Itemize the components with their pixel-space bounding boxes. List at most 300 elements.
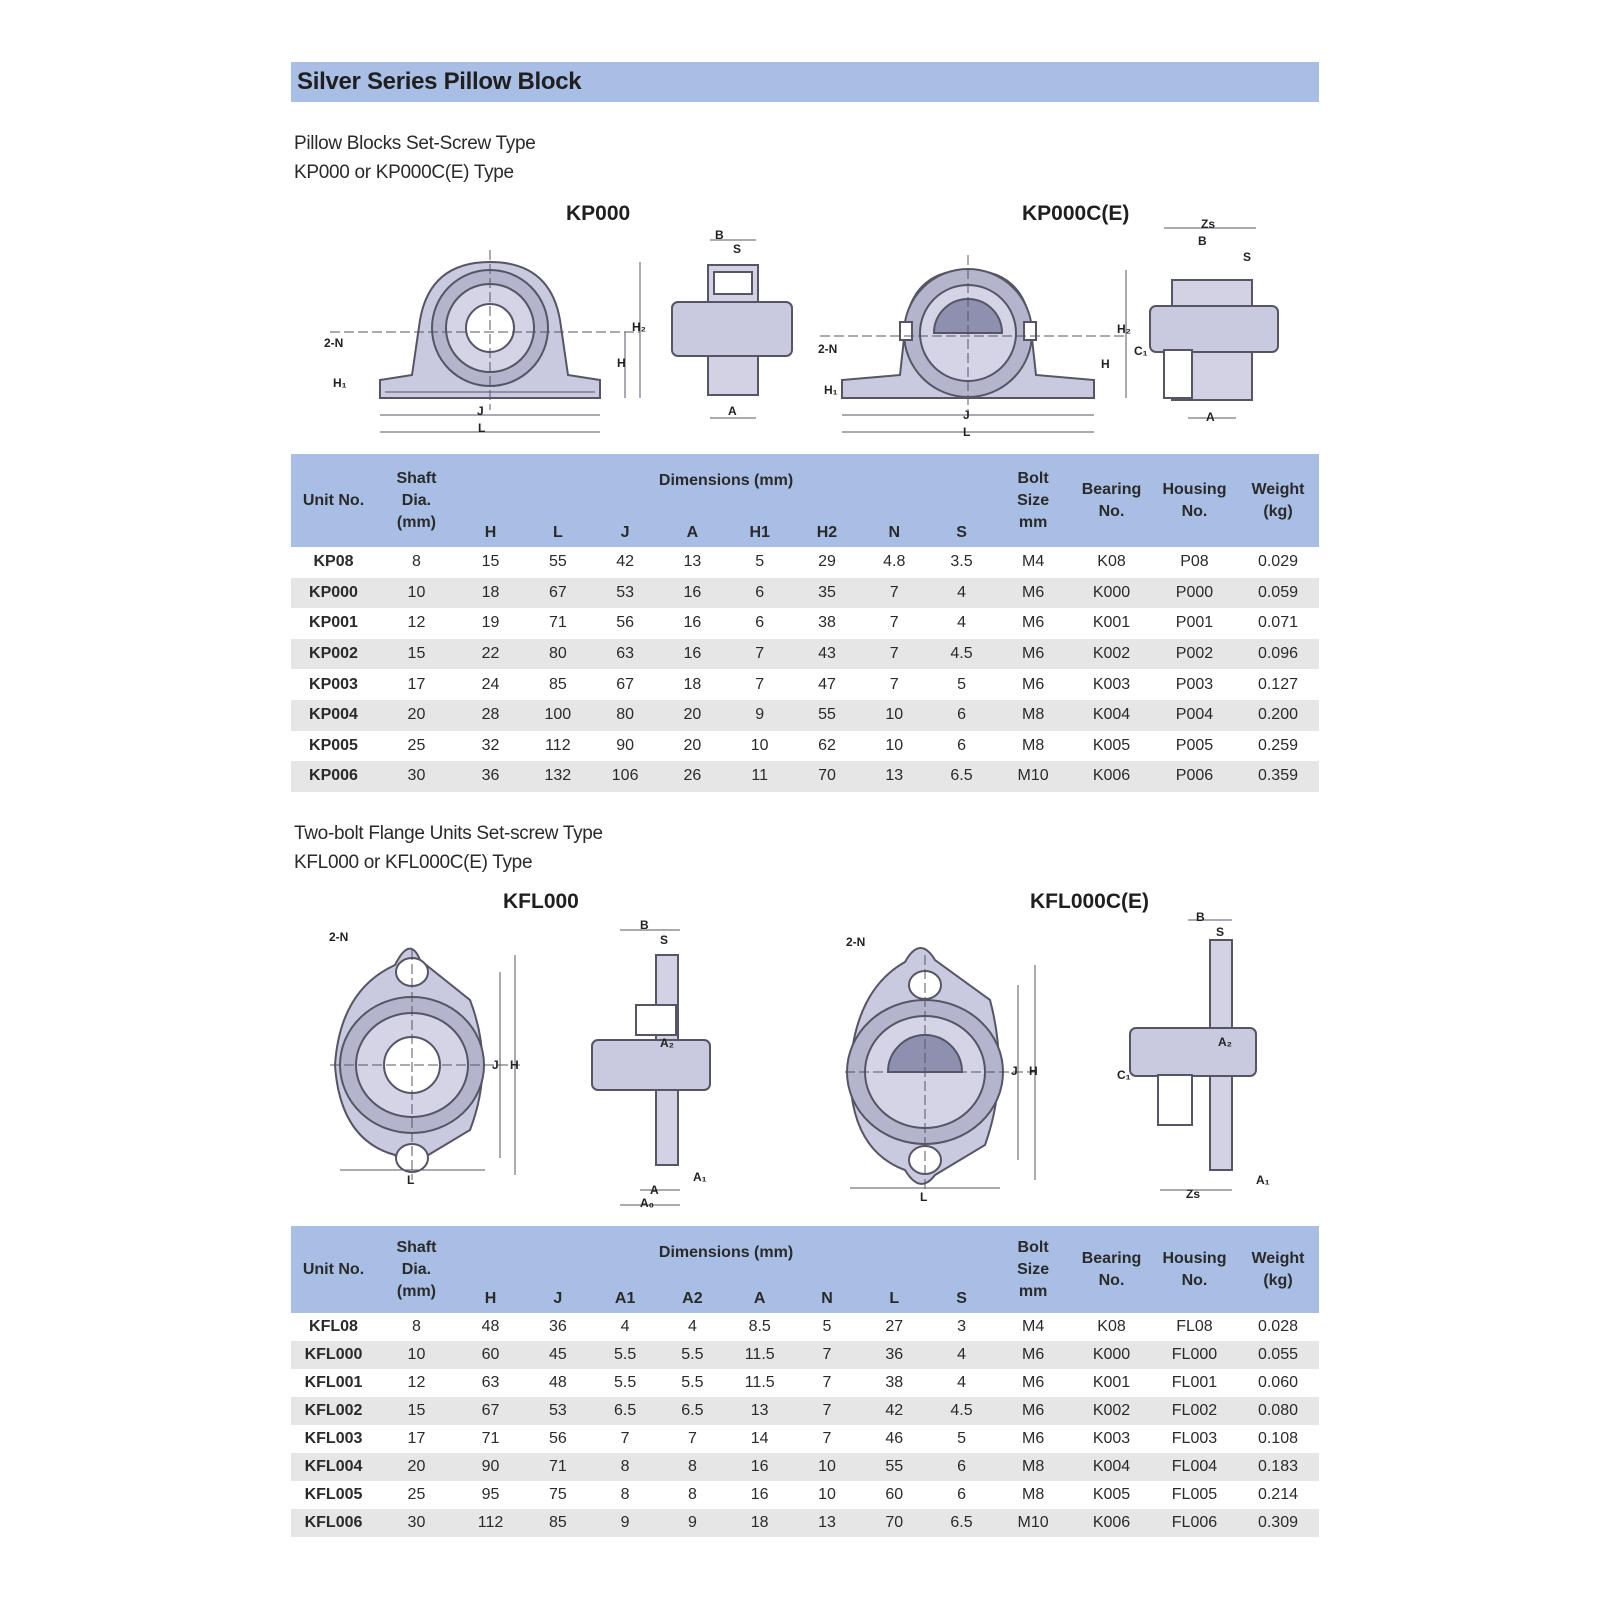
table-cell: 6 [755,583,765,601]
kfl000-dim-l: L [407,1173,415,1187]
table-cell: 16 [683,645,702,663]
table-cell: FL002 [1171,1402,1218,1419]
kfl000-dim-b: B [640,918,649,932]
col-dim-s: S [956,524,967,541]
table-cell: 12 [407,614,426,632]
table-cell: 53 [548,1402,567,1419]
unit-no-cell: KP001 [309,614,358,632]
table-cell: 0.029 [1257,553,1298,571]
kfl000ce-dim-j: J [1011,1064,1018,1078]
table-cell: 5 [755,553,765,571]
table-cell: 0.028 [1257,1318,1298,1335]
kp000ce-dim-n: 2-N [818,342,838,356]
table-cell: FL08 [1176,1318,1213,1335]
table-cell: P002 [1175,645,1214,663]
table-cell: 15 [407,1402,426,1419]
table-cell: 16 [683,614,702,632]
table-cell: M6 [1021,645,1045,663]
table-cell: 5.5 [681,1374,704,1391]
table-cell: 10 [818,1458,836,1475]
kfl000ce-front-view [845,948,1040,1190]
table-cell: M10 [1017,767,1049,785]
kp000ce-dim-zs: Zs [1201,217,1216,231]
table-cell: 4 [687,1318,697,1335]
kfl000ce-side-view [1130,920,1256,1190]
table-cell: 90 [616,736,635,754]
table-cell: 32 [481,736,500,754]
unit-no-cell: KP000 [309,583,358,601]
table-cell: 4 [957,614,966,632]
col-dimensions: Dimensions (mm) [658,472,794,489]
table-cell: 24 [481,675,500,693]
table-cell: 7 [822,1402,832,1419]
table-cell: 17 [407,1430,426,1447]
table-row [291,1453,1319,1481]
table-cell: 8 [620,1458,630,1475]
unit-no-cell: KP003 [309,675,358,693]
table-cell: 6 [957,1486,966,1503]
table-cell: 0.071 [1257,614,1298,632]
table-cell: 30 [407,767,426,785]
table-cell: K002 [1092,1402,1131,1419]
table-cell: M6 [1021,614,1045,632]
col-weight: Weight (kg) [1251,480,1305,520]
table-cell: 42 [885,1402,904,1419]
unit-no-cell: KP08 [313,553,354,571]
table-cell: 29 [818,553,836,571]
table-cell: 6 [957,736,966,754]
table-cell: 36 [481,767,500,785]
table-cell: 13 [750,1402,769,1419]
table-cell: 27 [885,1318,904,1335]
table-cell: 63 [481,1374,500,1391]
kfl000-dim-s: S [660,933,669,947]
table-cell: 18 [481,583,500,601]
table-cell: 20 [683,736,702,754]
kfl000ce-dim-a1: A₁ [1256,1173,1270,1187]
unit-no-cell: KFL08 [309,1318,358,1335]
kp000-dim-s: S [733,242,742,256]
col-dim-a1: A1 [614,1290,636,1307]
table-cell: FL003 [1171,1430,1218,1447]
table-cell: 45 [548,1346,567,1363]
table-cell: 0.359 [1257,767,1298,785]
table-cell: FL001 [1171,1374,1218,1391]
table-cell: 67 [616,675,635,693]
table-row [291,1341,1319,1369]
table-cell: 48 [548,1374,567,1391]
kfl-dimensions-table [291,1226,1319,1537]
col-dim-a2: A2 [682,1290,703,1307]
table-cell: 38 [885,1374,904,1391]
table-cell: M8 [1021,1458,1045,1475]
kp000ce-dim-h: H [1101,357,1110,371]
table-cell: 85 [548,1514,567,1531]
table-cell: 8 [412,1318,421,1335]
table-cell: 16 [683,583,702,601]
table-cell: 8 [687,1486,697,1503]
col-dim-j: J [553,1290,563,1307]
col-dim-h1: H1 [749,524,770,541]
table-cell: 132 [544,767,572,785]
kp000-dim-h2: H₂ [632,320,646,334]
table-cell: 9 [687,1514,697,1531]
table-cell: 85 [548,675,567,693]
table-cell: 0.059 [1257,583,1298,601]
table-cell: 20 [407,1458,426,1475]
table-cell: 80 [616,706,635,724]
unit-no-cell: KFL001 [304,1374,363,1391]
table-cell: 0.183 [1257,1458,1298,1475]
kp000ce-dim-h2: H₂ [1117,322,1131,336]
table-cell: 9 [620,1514,630,1531]
col-bearing-no: Bearing No. [1081,480,1142,520]
table-cell: K001 [1092,614,1131,632]
table-cell: 25 [407,1486,426,1503]
section1-type-line: Pillow Blocks Set-Screw Type [294,133,536,154]
table-cell: M6 [1021,675,1045,693]
table-cell: M4 [1021,553,1045,571]
table-cell: 7 [822,1346,832,1363]
table-cell: 7 [822,1430,832,1447]
table-cell: 11.5 [744,1346,775,1363]
kfl000-dim-a0: A₀ [640,1196,655,1210]
col-unit-no: Unit No. [302,1260,365,1278]
page-title: Silver Series Pillow Block [291,62,1319,102]
table-cell: 6 [957,706,966,724]
table-cell: M6 [1021,1430,1045,1447]
table-cell: 15 [481,553,500,571]
table-cell: 4.5 [950,1402,973,1419]
table-cell: 4 [620,1318,630,1335]
kp000-dim-b: B [715,228,724,242]
col-housing-no: Housing No. [1162,480,1227,520]
table-cell: 106 [611,767,639,785]
table-cell: 112 [477,1514,504,1531]
table-cell: P001 [1175,614,1214,632]
table-cell: 10 [818,1486,836,1503]
kfl000ce-dim-b: B [1196,910,1205,924]
table-cell: 71 [481,1430,500,1447]
table-cell: K004 [1092,706,1131,724]
kfl000ce-figure-label: KFL000C(E) [1030,890,1150,913]
kfl000ce-dim-n: 2-N [846,935,866,949]
kp000ce-dim-l: L [963,425,971,439]
table-cell: 43 [818,645,836,663]
kfl000-dim-a2: A₂ [660,1036,674,1050]
table-cell: 8.5 [748,1318,771,1335]
unit-no-cell: KFL004 [304,1458,363,1475]
table-cell: 13 [683,553,702,571]
table-cell: 35 [818,583,836,601]
unit-no-cell: KFL006 [304,1514,363,1531]
table-cell: 3.5 [950,553,973,571]
kp000ce-dim-h1: H₁ [824,383,838,397]
table-cell: 53 [616,583,635,601]
col-unit-no: Unit No. [302,491,365,509]
col-bearing-no: Bearing No. [1081,1249,1142,1289]
table-cell: K006 [1092,1514,1131,1531]
table-cell: 0.096 [1257,645,1298,663]
table-cell: 16 [750,1486,769,1503]
table-cell: FL004 [1171,1458,1218,1475]
table-cell: 71 [548,1458,567,1475]
table-cell: P005 [1175,736,1214,754]
kp000ce-figure-label: KP000C(E) [1022,202,1130,225]
table-cell: 62 [818,736,836,754]
table-cell: 25 [407,736,426,754]
table-row [291,1425,1319,1453]
col-dim-h: H [484,524,497,541]
unit-no-cell: KP005 [309,736,358,754]
table-cell: 12 [407,1374,426,1391]
table-cell: 67 [548,583,567,601]
table-cell: 22 [481,645,500,663]
col-dim-a: A [753,1290,766,1307]
table-cell: 11.5 [744,1374,775,1391]
table-cell: M8 [1021,1486,1045,1503]
table-cell: M10 [1017,1514,1049,1531]
table-cell: M6 [1021,1374,1045,1391]
table-cell: 8 [412,553,421,571]
table-cell: 0.309 [1257,1514,1298,1531]
kfl000ce-dim-h: H [1029,1064,1038,1078]
table-cell: 36 [885,1346,904,1363]
kp000ce-dim-b: B [1198,234,1207,248]
kp000-figure-label: KP000 [566,202,631,225]
table-row [291,1509,1319,1537]
unit-no-cell: KFL002 [304,1402,363,1419]
table-cell: 10 [885,736,904,754]
table-cell: 0.127 [1257,675,1298,693]
table-cell: FL006 [1171,1514,1218,1531]
table-cell: 80 [548,645,567,663]
table-cell: 7 [889,583,899,601]
kp000-dim-a: A [728,404,737,418]
table-row [291,1397,1319,1425]
kfl000-side-view [592,930,710,1205]
table-cell: 60 [481,1346,500,1363]
table-cell: 48 [481,1318,500,1335]
table-cell: 67 [481,1402,500,1419]
table-cell: 0.214 [1257,1486,1298,1503]
table-cell: M6 [1021,1346,1045,1363]
kfl000-dim-a: A [650,1183,659,1197]
table-cell: 38 [818,614,836,632]
table-cell: 3 [957,1318,966,1335]
table-cell: K005 [1092,736,1131,754]
table-cell: 8 [620,1486,630,1503]
table-cell: 56 [616,614,635,632]
table-cell: 55 [885,1458,904,1475]
table-cell: 6.5 [950,767,973,785]
table-cell: 13 [818,1514,836,1531]
table-cell: K003 [1092,675,1131,693]
table-cell: 20 [683,706,702,724]
table-cell: P006 [1175,767,1214,785]
table-cell: 16 [750,1458,769,1475]
table-cell: 63 [616,645,635,663]
table-cell: 71 [548,614,567,632]
col-dim-s: S [956,1290,967,1307]
kp000-dim-j: J [477,404,484,418]
kp000-dim-n: 2-N [324,336,344,350]
kp000ce-dim-j: J [963,408,970,422]
table-cell: 7 [620,1430,630,1447]
table-cell: 6 [755,614,765,632]
kp000ce-dim-a: A [1206,410,1215,424]
table-cell: 47 [818,675,836,693]
table-cell: P004 [1175,706,1214,724]
table-cell: P08 [1180,553,1209,571]
col-dim-a: A [686,524,699,541]
table-cell: 95 [481,1486,500,1503]
table-cell: K003 [1092,1430,1131,1447]
table-cell: K002 [1092,645,1131,663]
table-cell: 10 [750,736,769,754]
unit-no-cell: KFL003 [304,1430,363,1447]
col-dim-l: L [552,524,563,541]
table-cell: K08 [1097,553,1126,571]
table-cell: 10 [885,706,904,724]
kfl000ce-dim-zs: Zs [1186,1187,1201,1201]
col-shaft-dia: Shaft Dia. (mm) [396,469,437,531]
table-cell: P003 [1175,675,1214,693]
col-weight: Weight (kg) [1251,1249,1305,1289]
kfl000-figure-label: KFL000 [503,890,579,913]
table-cell: 15 [407,645,426,663]
table-cell: 7 [889,645,899,663]
table-cell: 0.060 [1257,1374,1298,1391]
table-cell: 10 [407,583,426,601]
kfl000-dim-h: H [510,1058,519,1072]
table-cell: K001 [1092,1374,1131,1391]
table-cell: 7 [889,614,899,632]
col-dim-l: L [889,1290,900,1307]
table-cell: 6 [957,1458,966,1475]
table-row [291,1369,1319,1397]
section2-model-line: KFL000 or KFL000C(E) Type [294,852,533,873]
col-bolt-size: Bolt Size mm [1017,1238,1050,1300]
unit-no-cell: KP006 [309,767,358,785]
table-cell: 8 [687,1458,697,1475]
table-cell: 5 [822,1318,832,1335]
table-cell: 70 [818,767,836,785]
table-cell: 55 [548,553,567,571]
table-cell: 55 [818,706,836,724]
col-dim-h: H [484,1290,497,1307]
col-housing-no: Housing No. [1162,1249,1227,1289]
table-cell: 18 [750,1514,769,1531]
unit-no-cell: KFL005 [304,1486,363,1503]
kp000-dim-l: L [478,421,486,435]
table-cell: 5 [957,1430,966,1447]
table-cell: 5.5 [681,1346,704,1363]
table-cell: 46 [885,1430,904,1447]
table-cell: K000 [1092,1346,1131,1363]
kfl000ce-dim-l: L [920,1190,928,1204]
table-cell: K006 [1092,767,1131,785]
col-shaft-dia: Shaft Dia. (mm) [396,1238,437,1300]
table-cell: 7 [755,645,765,663]
table-cell: 0.259 [1257,736,1298,754]
table-cell: 20 [407,706,426,724]
table-cell: 36 [548,1318,567,1335]
table-cell: 7 [822,1374,832,1391]
table-header-row [291,1226,1319,1274]
table-cell: 4.8 [883,553,906,571]
table-cell: 26 [683,767,702,785]
table-cell: 6.5 [681,1402,704,1419]
table-cell: 28 [481,706,500,724]
kfl000ce-dim-a2: A₂ [1218,1035,1232,1049]
unit-no-cell: KFL000 [304,1346,363,1363]
table-cell: 90 [481,1458,500,1475]
table-cell: 0.200 [1257,706,1298,724]
table-cell: 0.108 [1257,1430,1298,1447]
section2-type-line: Two-bolt Flange Units Set-screw Type [294,823,603,844]
kfl000-dim-j: J [492,1058,499,1072]
table-cell: 5.5 [614,1374,637,1391]
kp000-dim-h: H [617,356,626,370]
table-cell: 30 [407,1514,426,1531]
table-cell: 70 [885,1514,904,1531]
table-cell: 0.055 [1257,1346,1298,1363]
table-cell: 7 [755,675,765,693]
table-cell: 10 [407,1346,426,1363]
unit-no-cell: KP002 [309,645,358,663]
kp000-dim-h1: H₁ [333,376,347,390]
kfl000-dim-a1: A₁ [693,1170,707,1184]
kp000ce-dim-c1: C₁ [1134,344,1148,358]
table-cell: 9 [755,706,765,724]
table-cell: P000 [1175,583,1214,601]
table-cell: 11 [751,767,768,785]
table-cell: K000 [1092,583,1131,601]
table-cell: 14 [750,1430,769,1447]
table-cell: 19 [481,614,500,632]
col-dim-j: J [620,524,630,541]
col-bolt-size: Bolt Size mm [1017,469,1050,531]
table-cell: 6.5 [950,1514,973,1531]
table-cell: M8 [1021,706,1045,724]
table-cell: 42 [616,553,635,571]
table-cell: M8 [1021,736,1045,754]
kp000ce-dim-s: S [1243,250,1252,264]
table-cell: 5.5 [614,1346,637,1363]
col-dim-n: N [821,1290,833,1307]
table-cell: 6.5 [614,1402,637,1419]
table-cell: 100 [544,706,572,724]
unit-no-cell: KP004 [309,706,358,724]
table-cell: 13 [885,767,904,785]
table-cell: 4.5 [950,645,973,663]
table-cell: K004 [1092,1458,1131,1475]
table-cell: M6 [1021,583,1045,601]
table-cell: 4 [957,1346,966,1363]
col-dim-n: N [888,524,901,541]
table-cell: 17 [407,675,426,693]
section1-model-line: KP000 or KP000C(E) Type [294,162,514,183]
table-cell: 56 [548,1430,567,1447]
table-cell: 5 [957,675,966,693]
table-cell: K08 [1097,1318,1126,1335]
table-cell: 112 [545,736,571,754]
col-dim-h2: H2 [816,524,838,541]
table-cell: 4 [957,1374,966,1391]
table-row [291,1481,1319,1509]
table-cell: 4 [957,583,966,601]
